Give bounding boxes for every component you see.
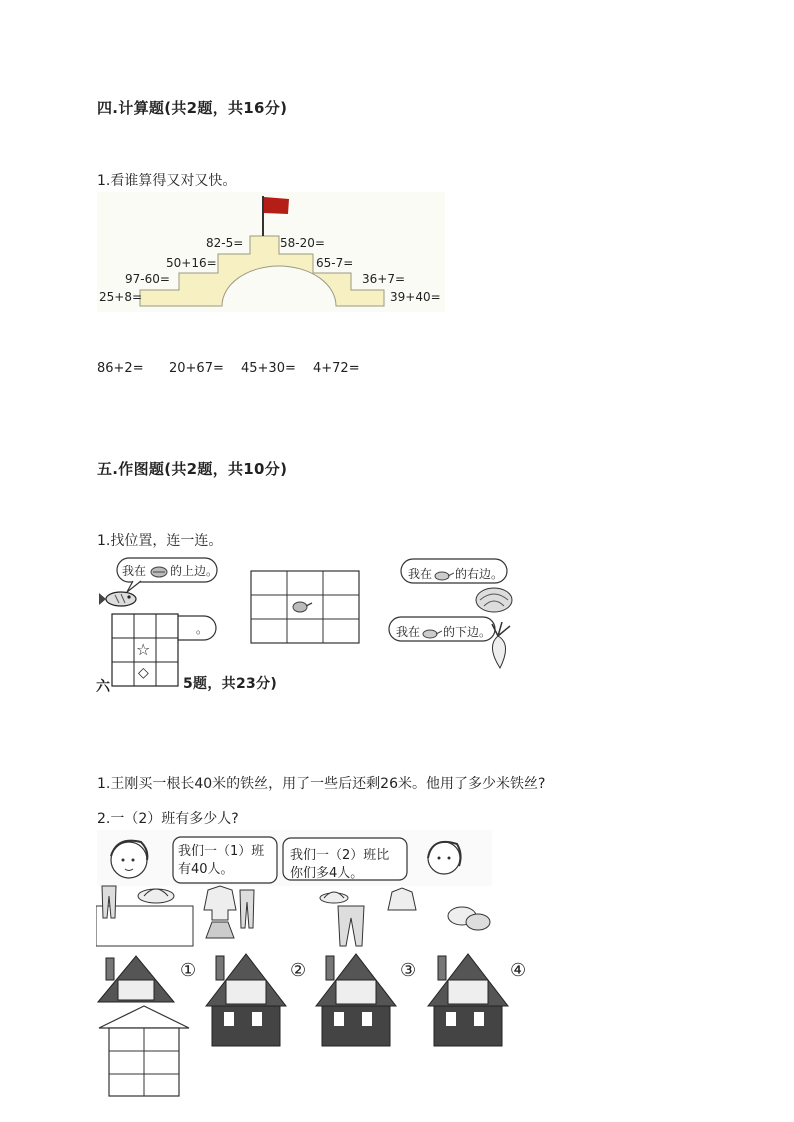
question-5-1-prompt: 1.找位置，连一连。 <box>97 533 223 549</box>
bridge-eq: 82-5= <box>206 236 244 250</box>
bubble-4-text-pre: 我在 <box>396 625 421 639</box>
dialog-right-line1: 我们一（2）班比 <box>290 848 390 863</box>
equation: 86+2= <box>97 361 144 376</box>
star-icon: ☆ <box>136 640 151 659</box>
house-number: ③ <box>400 960 417 981</box>
house-4 <box>428 954 508 1046</box>
outline-house-diagram <box>97 1004 191 1098</box>
bridge-eq: 97-60= <box>125 272 170 286</box>
house-number: ④ <box>510 960 527 981</box>
eggplant-icon <box>434 566 454 585</box>
eggplant-icon <box>422 624 442 643</box>
house-3 <box>316 954 396 1046</box>
house-1 <box>98 956 174 1002</box>
house-number: ① <box>180 960 197 981</box>
bubble-2-text: 。 <box>196 622 209 636</box>
bubble-4-text-post: 的下边。 <box>443 625 492 639</box>
bridge-eq: 65-7= <box>316 256 354 270</box>
bubble-3-text-post: 的右边。 <box>455 567 504 581</box>
flag-icon <box>264 197 289 214</box>
bridge-eq: 50+16= <box>166 256 217 270</box>
jacket-icon <box>204 886 236 920</box>
question-6-2: 2.一（2）班有多少人? <box>97 811 239 827</box>
section-6-title-fragment: 5题，共23分) <box>183 676 278 692</box>
bubble-1-text-pre: 我在 <box>122 564 147 578</box>
radish-icon <box>478 622 518 674</box>
equation: 4+72= <box>313 361 360 376</box>
clothing-row <box>96 882 496 948</box>
section-6-title-fragment: 六 <box>96 679 111 695</box>
bridge-eq: 36+7= <box>362 272 406 286</box>
dialog-left-line1: 我们一（1）班 <box>178 844 265 859</box>
equation: 45+30= <box>241 361 296 376</box>
eggplant-icon <box>293 602 307 612</box>
dialog-right-line2: 你们多4人。 <box>290 866 364 881</box>
skirt-icon <box>206 922 234 938</box>
position-grid-large <box>250 570 360 644</box>
bridge-eq: 25+8= <box>99 290 143 304</box>
diamond-icon: ◇ <box>138 665 149 681</box>
bubble-1-text-post: 的上边。 <box>170 564 219 578</box>
trousers-icon <box>338 906 364 946</box>
house-number: ② <box>290 960 307 981</box>
house-2 <box>206 954 286 1046</box>
bubble-3-text-pre: 我在 <box>408 567 433 581</box>
question-4-1-prompt: 1.看谁算得又对又快。 <box>97 173 237 189</box>
section-4-title: 四.计算题(共2题，共16分) <box>97 99 288 117</box>
leaf-icon <box>150 563 168 582</box>
bridge-eq: 39+40= <box>390 290 441 304</box>
dialog-left-line2: 有40人。 <box>178 862 234 877</box>
section-5-title: 五.作图题(共2题，共10分) <box>97 460 288 478</box>
question-6-1: 1.王刚买一根长40米的铁丝，用了一些后还剩26米。他用了多少米铁丝? <box>97 776 546 792</box>
bridge-eq: 58-20= <box>280 236 325 250</box>
equation: 20+67= <box>169 361 224 376</box>
trousers-icon <box>240 890 254 928</box>
jacket-icon <box>388 888 416 910</box>
cabbage-icon <box>474 584 514 618</box>
